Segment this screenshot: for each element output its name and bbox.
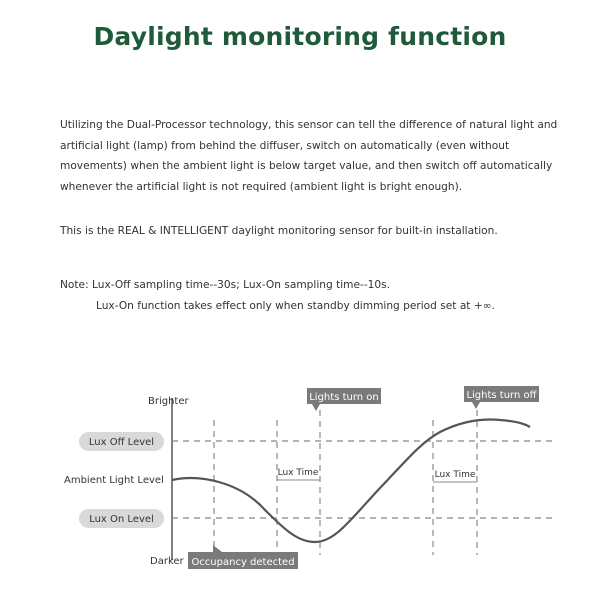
note-block	[60, 275, 580, 316]
ambient-light-curve	[172, 420, 530, 543]
page-title: Daylight monitoring function	[93, 22, 507, 51]
lux-time-label-1: Lux Time	[277, 468, 319, 478]
lux-time-span-2	[433, 470, 477, 482]
note-line-1: Note: Lux-Off sampling time--30s; Lux-On sampling time--10s.	[60, 279, 391, 291]
lights-turn-off-label: Lights turn off	[466, 390, 537, 401]
description-paragraph: Utilizing the Dual-Processor technology, this sensor can tell the difference of natural light and artificial light (lamp) from behind the diffuser, switch on automatically (even without movements) when the ambient light is below target value, and then switch off automatically whenever the artificial light is not required (ambient light is bright enough).	[60, 119, 558, 193]
axis-label-darker: Darker	[150, 556, 184, 567]
lux-on-pill	[79, 509, 164, 528]
lux-time-label-2: Lux Time	[434, 470, 476, 480]
lux-off-pill	[79, 432, 164, 451]
daylight-diagram	[0, 370, 600, 600]
lights-turn-on-callout	[307, 388, 381, 411]
lights-turn-on-label: Lights turn on	[309, 392, 379, 403]
lux-off-label: Lux Off Level	[88, 437, 155, 448]
occupancy-detected-callout	[188, 545, 298, 569]
occupancy-detected-label: Occupancy detected	[191, 557, 295, 568]
axis-label-brighter: Brighter	[148, 396, 189, 407]
product-statement: This is the REAL & INTELLIGENT daylight monitoring sensor for built-in installation.	[60, 225, 498, 237]
lux-on-label: Lux On Level	[89, 514, 154, 525]
ambient-light-label: Ambient Light Level	[64, 475, 164, 486]
lights-turn-off-callout	[464, 386, 539, 409]
lux-time-span-1	[277, 468, 320, 480]
note-line-2: Lux-On function takes effect only when standby dimming period set at +∞.	[96, 299, 495, 312]
